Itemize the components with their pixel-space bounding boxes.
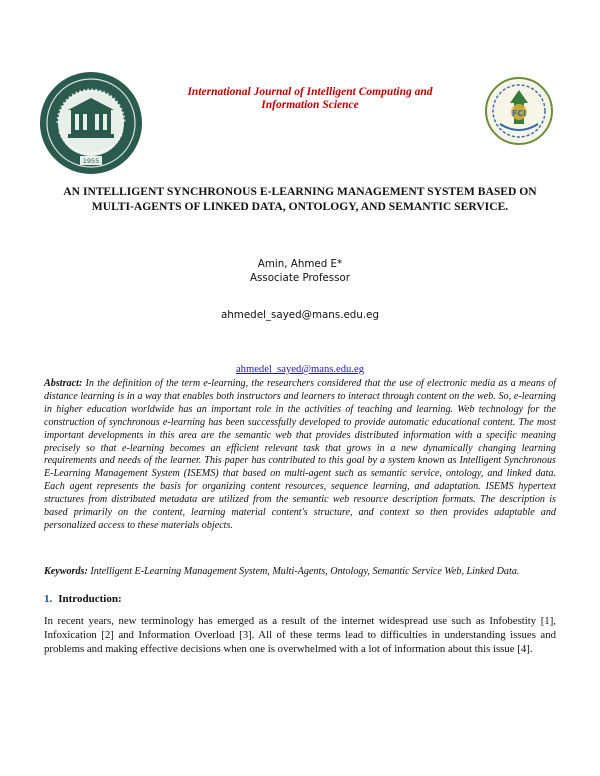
section-heading-introduction [44, 593, 556, 605]
journal-name [150, 86, 470, 112]
author-email: ahmedel_sayed@mans.edu.eg [220, 309, 380, 321]
abstract-label: Abstract: [44, 378, 83, 389]
abstract-text: In the definition of the term e-learning, the researchers considered that the use of electronic media as a means of distance learning is in a way that enables both instructors and learners to interact through content on the web. So, e-learning in higher education worldwide has an important role in the activities of teaching and learning. Web technology for the construction of synchronous e-learning has been successfully developed to provide automatic educational content. The most important developments in this area are the semantic web that provides distributed information with a specific meaning precisely so that e-learning becomes an efficient relevant task that grows in a new dynamically changing learning requirements and needs of the learner. This paper has contributed to this goal by a system known as Intelligent Synchronous E-Learning Management System (ISEMS) that based on multi-agent such as semantic service, ontology, and linked data. Each agent represents the basis for organizing content resources, sequence learning, and adaptation. ISEMS hypertext structures from distributed metadata are utilized from the semantic web resource description formats. The description is based primarily on the content, learning material content's structure, and context so then provides adaptable and personalized access to these materials objects. [44, 378, 556, 531]
svg-text:FCI: FCI [511, 109, 527, 118]
keywords-paragraph [44, 566, 556, 579]
journal-name-line1: International Journal of Intelligent Computing and [187, 86, 433, 98]
faculty-logo [484, 76, 554, 146]
paper-title: AN INTELLIGENT SYNCHRONOUS E-LEARNING MANAGEMENT SYSTEM BASED ON MULTI-AGENTS OF LINKED DATA, ONTOLOGY, AND SEMANTIC SERVICE. [63, 185, 537, 213]
section-number: 1. [44, 593, 53, 605]
author-name: Amin, Ahmed E* [257, 258, 343, 270]
keywords-label: Keywords: [44, 566, 88, 577]
seal-year: 1955 [82, 157, 100, 165]
journal-name-line2: Information Science [261, 99, 359, 111]
introduction-paragraph: In recent years, new terminology has emerged as a result of the internet widespread use such as Infobestity [1], Infoxication [2] and Information Overload [3]. All of these terms lead to difficulties in understanding issues and problems and making effective decisions when one is overwhelmed with a lot of information about this issue [4]. [44, 615, 556, 655]
keywords-text: Intelligent E-Learning Management System, Multi-Agents, Ontology, Semantic Service Web, Linked Data. [90, 566, 520, 577]
abstract-paragraph [44, 378, 556, 533]
section-title: Introduction: [58, 593, 122, 605]
author-role: Associate Professor [249, 272, 351, 284]
author-email-link[interactable]: ahmedel_sayed@mans.edu.eg [235, 364, 364, 375]
university-seal-logo [38, 70, 144, 176]
